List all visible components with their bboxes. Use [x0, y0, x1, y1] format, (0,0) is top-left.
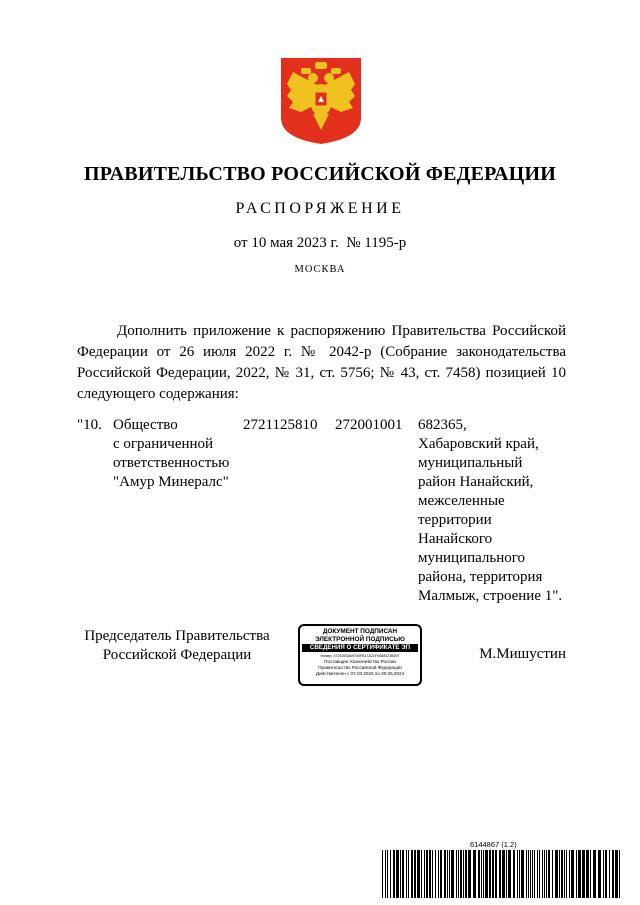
address-line: 682365,: [418, 417, 467, 433]
address-line: муниципального: [418, 550, 526, 566]
barcode-image: [382, 850, 620, 898]
stamp-issuer: Поставщик: Казначейство России: [324, 659, 396, 664]
stamp-banner: СВЕДЕНИЯ О СЕРТИФИКАТЕ ЭП: [302, 644, 418, 652]
company-name-line: с ограниченной: [113, 436, 214, 452]
entry-kpp: 272001001: [335, 417, 403, 433]
stamp-line-1: ДОКУМЕНТ ПОДПИСАН: [322, 628, 398, 635]
address-line: район Нанайский,: [418, 474, 534, 490]
signatory-position: [77, 627, 277, 665]
coat-of-arms-emblem: [279, 56, 363, 146]
entry-address: [418, 416, 578, 606]
document-date-number: от 10 мая 2023 г. № 1195-р: [233, 235, 407, 251]
signatory-name: М.Мишустин: [479, 646, 566, 662]
electronic-signature-stamp: [298, 624, 422, 686]
entry-inn: 2721125810: [243, 417, 318, 433]
document-type: РАСПОРЯЖЕНИЕ: [235, 200, 405, 217]
stamp-serial: Номер: 5725393A69740FB17A21F0688023B597: [320, 654, 400, 658]
address-line: Малмыж, строение 1".: [418, 588, 563, 604]
address-line: территории: [418, 512, 492, 528]
entry-number: "10.: [77, 417, 102, 433]
city: МОСКВА: [294, 264, 346, 275]
address-line: Нанайского: [418, 531, 493, 547]
address-line: Хабаровский край,: [418, 436, 539, 452]
company-name-line: "Амур Минералс": [113, 474, 229, 490]
government-title: ПРАВИТЕЛЬСТВО РОССИЙСКОЙ ФЕДЕРАЦИИ: [84, 163, 556, 185]
address-line: района, территория: [418, 569, 543, 585]
address-line: межселенные: [418, 493, 505, 509]
barcode-number: 6144867 (1.2): [470, 840, 517, 849]
stamp-owner: Правительство Российской Федерации: [318, 665, 402, 670]
main-paragraph: Дополнить приложение к распоряжению Правительства Российской Федерации от 26 июля 2022 г. № 2042-р (Собрание законодательства Российской Федерации, 2022, № 31, ст. 5756; № 43, ст. 7458) позицией 10 следующего содержания:: [77, 323, 566, 402]
address-line: муниципальный: [418, 455, 523, 471]
entry-company-name: [113, 416, 253, 492]
company-name-line: Общество: [113, 417, 178, 433]
stamp-validity: Действителен с 07.03.2023 по 30.05.2024: [315, 671, 405, 676]
signatory-position-line: Председатель Правительства: [84, 628, 270, 644]
signatory-position-line: Российской Федерации: [102, 647, 252, 663]
company-name-line: ответственностью: [113, 455, 230, 471]
stamp-line-2: ЭЛЕКТРОННОЙ ПОДПИСЬЮ: [315, 635, 405, 643]
